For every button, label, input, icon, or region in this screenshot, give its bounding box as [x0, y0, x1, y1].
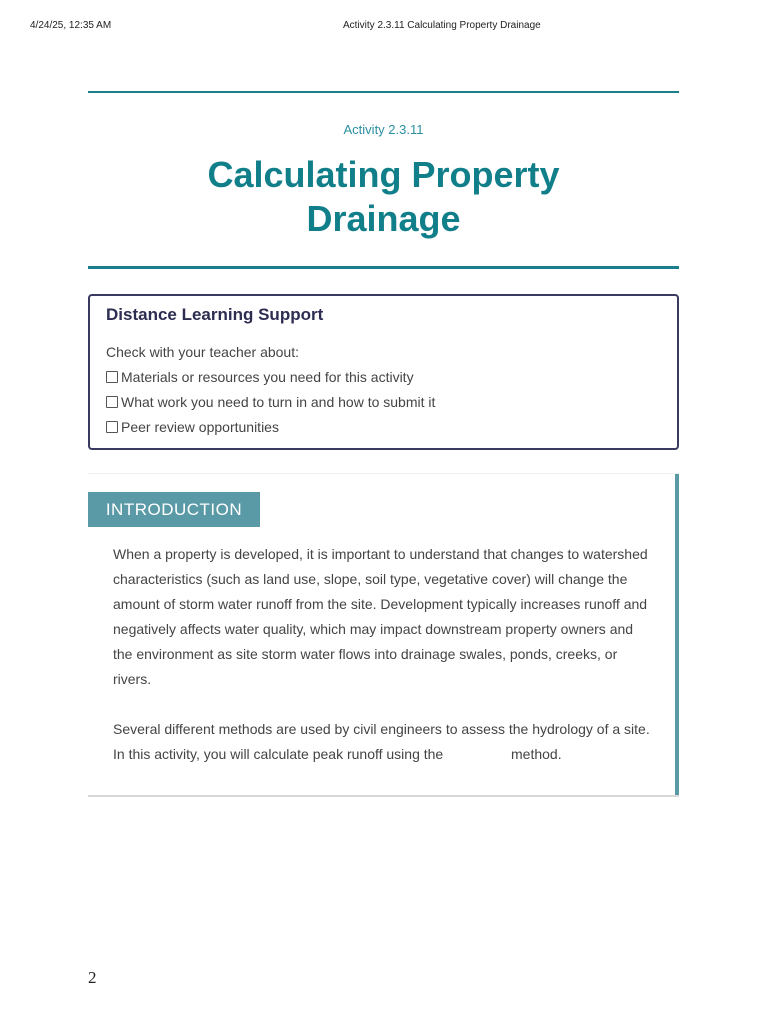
introduction-heading: INTRODUCTION [88, 492, 260, 527]
bottom-divider [88, 266, 679, 269]
checklist-item-label: Peer review opportunities [121, 419, 279, 435]
page-title-line-2: Drainage [306, 198, 461, 239]
checklist-item-label: What work you need to turn in and how to submit it [121, 394, 436, 410]
activity-label: Activity 2.3.11 [343, 122, 424, 137]
checkbox[interactable] [106, 396, 118, 408]
paragraph-2-end: method. [511, 746, 562, 762]
checklist-item [106, 392, 435, 417]
introduction-section [88, 473, 679, 797]
checkbox[interactable] [106, 421, 118, 433]
page-number: 2 [88, 968, 97, 987]
page-title-line-1: Calculating Property [207, 154, 560, 195]
print-header [0, 20, 768, 34]
checklist-item [106, 417, 435, 442]
introduction-accent-bar [675, 474, 679, 795]
distance-learning-support-box [88, 294, 679, 450]
print-date: 4/24/25, 12:35 AM [30, 20, 112, 31]
checklist-item [106, 367, 435, 392]
introduction-paragraph-2 [113, 717, 653, 767]
top-divider [88, 91, 679, 93]
checkbox[interactable] [106, 371, 118, 383]
support-title: Distance Learning Support [106, 305, 324, 324]
print-document-title: Activity 2.3.11 Calculating Property Drainage [343, 20, 541, 31]
paragraph-2-text: Several different methods are used by civil engineers to assess the hydrology of a site. In this activity, you will calculate peak runoff using the [113, 721, 650, 762]
introduction-paragraph-1: When a property is developed, it is important to understand that changes to watershed characteristics (such as land use, slope, soil type, vegetative cover) will change the amount of storm water runoff from the site. Development typically increases runoff and negatively affects water quality, which may impact downstream property owners and the environment as site storm water flows into drainage swales, ponds, creeks, or rivers. [113, 546, 648, 687]
checklist-item-label: Materials or resources you need for this activity [121, 369, 414, 385]
page-title [88, 153, 679, 241]
support-checklist [106, 367, 435, 442]
support-intro: Check with your teacher about: [106, 344, 299, 360]
